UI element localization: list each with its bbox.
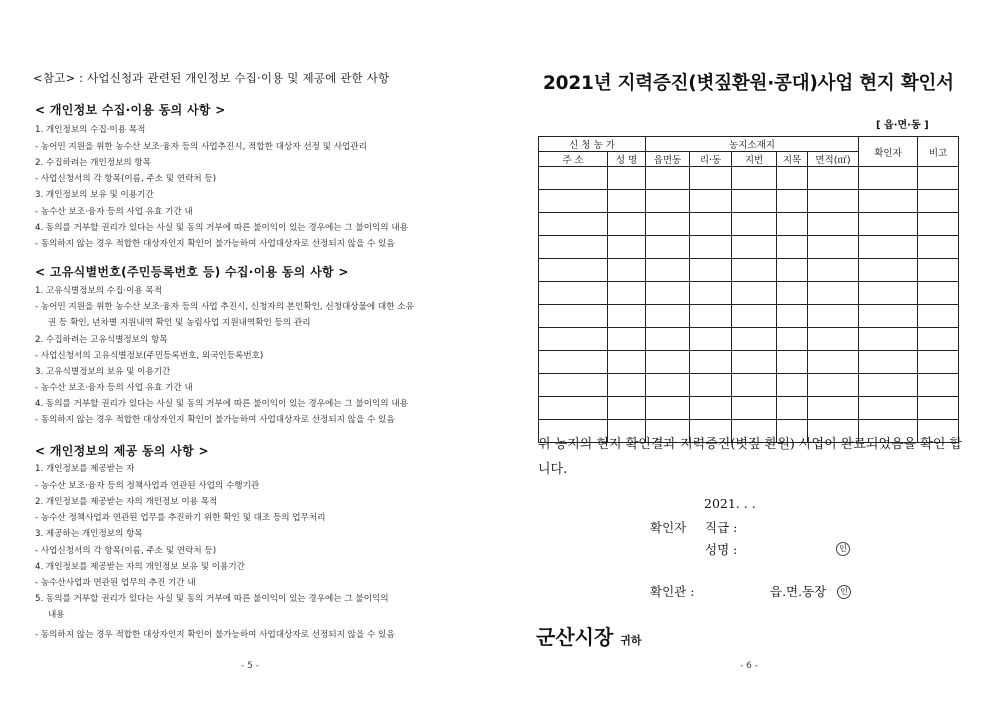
recipient-name: 군산시장 xyxy=(536,625,614,649)
table-cell[interactable] xyxy=(859,236,918,259)
table-cell[interactable] xyxy=(690,236,732,259)
official-seal xyxy=(837,582,851,599)
table-cell[interactable] xyxy=(646,351,690,374)
table-cell[interactable] xyxy=(777,213,808,236)
list-item: - 농수산사업과 연관된 업무의 추진 기간 내 xyxy=(35,578,196,588)
table-cell[interactable] xyxy=(859,328,918,351)
position-label: 직급 : xyxy=(705,520,738,535)
table-cell[interactable] xyxy=(732,328,777,351)
table-cell[interactable] xyxy=(918,236,959,259)
table-cell[interactable] xyxy=(646,236,690,259)
table-cell[interactable] xyxy=(608,351,646,374)
header-remarks: 비고 xyxy=(918,137,959,167)
list-item: - 동의하지 않는 경우 적합한 대상자인지 확인이 불가능하여 사업대상자로 선정되지 않을 수 있음 xyxy=(35,415,395,425)
table-cell[interactable] xyxy=(777,374,808,397)
table-cell[interactable] xyxy=(808,259,859,282)
page-title: 2021년 지력증진(볏짚환원·콩대)사업 현지 확인서 xyxy=(543,73,954,94)
recipient xyxy=(536,621,642,650)
table-cell[interactable] xyxy=(608,374,646,397)
inspection-table xyxy=(538,136,959,443)
table-cell[interactable] xyxy=(690,190,732,213)
table-row xyxy=(539,167,959,190)
list-item: 2. 수집하려는 고유식별정보의 항목 xyxy=(35,335,168,345)
table-cell[interactable] xyxy=(608,213,646,236)
table-cell[interactable] xyxy=(918,190,959,213)
table-row xyxy=(539,351,959,374)
header-applicant: 신 청 농 가 xyxy=(539,137,646,152)
official-value: 읍.면.동장 xyxy=(770,584,827,599)
table-cell[interactable] xyxy=(808,282,859,305)
table-cell[interactable] xyxy=(859,259,918,282)
table-cell[interactable] xyxy=(646,213,690,236)
table-cell[interactable] xyxy=(777,167,808,190)
table-cell[interactable] xyxy=(539,282,608,305)
table-cell[interactable] xyxy=(918,282,959,305)
list-item: 3. 고유식별정보의 보유 및 이용기간 xyxy=(35,367,171,377)
region-label: [ 읍·면·동 ] xyxy=(876,120,929,131)
list-item: 4. 개인정보를 제공받는 자의 개인정보 보유 및 이용기간 xyxy=(35,562,245,572)
table-cell[interactable] xyxy=(808,190,859,213)
table-cell[interactable] xyxy=(732,305,777,328)
list-item: - 사업신청서의 각 항목(이름, 주소 및 연락처 등) xyxy=(35,546,217,556)
list-item: - 동의하지 않는 경우 적합한 대상자인지 확인이 불가능하여 사업대상자로 선정되지 않을 수 있음 xyxy=(35,239,395,249)
table-cell[interactable] xyxy=(690,167,732,190)
list-item: 1. 고유식별정보의 수집·이용 목적 xyxy=(35,286,163,296)
seal-icon: 인 xyxy=(836,542,850,556)
table-cell[interactable] xyxy=(608,282,646,305)
table-cell[interactable] xyxy=(690,282,732,305)
table-cell[interactable] xyxy=(859,305,918,328)
table-cell[interactable] xyxy=(732,236,777,259)
table-cell[interactable] xyxy=(690,374,732,397)
table-cell[interactable] xyxy=(732,259,777,282)
list-item: 3. 제공하는 개인정보의 항목 xyxy=(35,529,143,539)
table-cell[interactable] xyxy=(539,213,608,236)
table-cell[interactable] xyxy=(646,282,690,305)
table-cell[interactable] xyxy=(646,167,690,190)
list-item: 3. 개인정보의 보유 및 이용기간 xyxy=(35,190,154,200)
table-cell[interactable] xyxy=(918,328,959,351)
list-item: 5. 동의를 거부할 권리가 있다는 사실 및 동의 거부에 따른 불이익이 있는 경우에는 그 불이익의 xyxy=(35,594,389,604)
seal-icon: 인 xyxy=(837,585,851,599)
page-number: - 5 - xyxy=(241,661,259,671)
table-cell[interactable] xyxy=(646,397,690,420)
table-row xyxy=(539,282,959,305)
table-row xyxy=(539,213,959,236)
table-cell[interactable] xyxy=(608,167,646,190)
official-label: 확인관 : xyxy=(650,584,695,599)
list-item: - 농수산 보조·융자 등의 정책사업과 연관된 사업의 수행기관 xyxy=(35,481,260,491)
table-cell[interactable] xyxy=(608,397,646,420)
right-page xyxy=(500,0,1000,707)
table-cell[interactable] xyxy=(646,328,690,351)
list-item: - 동의하지 않는 경우 적합한 대상자인지 확인이 불가능하여 사업대상자로 선정되지 않을 수 있음 xyxy=(35,630,395,640)
table-cell[interactable] xyxy=(918,374,959,397)
list-item: 권 등 확인, 년차별 지원내역 확인 및 농림사업 지원내역확인 등의 관리 xyxy=(48,318,311,328)
header-lot-number: 지번 xyxy=(732,152,777,167)
table-cell[interactable] xyxy=(732,167,777,190)
table-cell[interactable] xyxy=(777,328,808,351)
table-row xyxy=(539,259,959,282)
table-cell[interactable] xyxy=(918,397,959,420)
list-item: - 농수산 보조·융자 등의 사업 유효 기간 내 xyxy=(35,207,193,217)
table-cell[interactable] xyxy=(690,213,732,236)
table-cell[interactable] xyxy=(859,397,918,420)
list-item: - 농수산 정책사업과 연관된 업무를 추진하기 위한 확인 및 대조 등의 업무처리 xyxy=(35,513,326,523)
table-cell[interactable] xyxy=(539,397,608,420)
seal-mark xyxy=(836,539,850,556)
table-cell[interactable] xyxy=(539,236,608,259)
table-cell[interactable] xyxy=(777,259,808,282)
table-cell[interactable] xyxy=(732,190,777,213)
table-cell[interactable] xyxy=(690,259,732,282)
header-town: 읍면동 xyxy=(646,152,690,167)
header-confirmer: 확인자 xyxy=(859,137,918,167)
list-item: 4. 동의를 거부할 권리가 있다는 사실 및 동의 거부에 따른 불이익이 있는 경우에는 그 불이익의 내용 xyxy=(35,223,408,233)
section-heading-unique-id: < 고유식별번호(주민등록번호 등) 수집·이용 동의 사항 > xyxy=(35,265,349,279)
date-line: 2021. . . xyxy=(704,496,756,511)
table-cell[interactable] xyxy=(777,351,808,374)
table-cell[interactable] xyxy=(608,305,646,328)
recipient-suffix: 귀하 xyxy=(620,634,642,647)
table-cell[interactable] xyxy=(608,259,646,282)
table-row xyxy=(539,190,959,213)
list-item: - 농어민 지원을 위한 농수산 보조·융자 등의 사업 추진시, 신청자의 본인확인, 신청대상물에 대한 소유 xyxy=(35,302,414,312)
page-number: - 6 - xyxy=(740,661,758,671)
table-cell[interactable] xyxy=(918,213,959,236)
table-cell[interactable] xyxy=(808,236,859,259)
list-item: 1. 개인정보를 제공받는 자 xyxy=(35,464,135,474)
list-item: 2. 개인정보를 제공받는 자의 개인정보 이용 목적 xyxy=(35,497,218,507)
list-item: - 농어민 지원을 위한 농수산 보조·융자 등의 사업추진시, 적합한 대상자 선정 및 사업관리 xyxy=(35,142,367,152)
table-cell[interactable] xyxy=(732,213,777,236)
table-cell[interactable] xyxy=(646,190,690,213)
table-row xyxy=(539,328,959,351)
table-cell[interactable] xyxy=(690,328,732,351)
table-row xyxy=(539,374,959,397)
note-heading: <참고> : 사업신청과 관련된 개인정보 수집·이용 및 제공에 관한 사항 xyxy=(33,71,390,85)
table-cell[interactable] xyxy=(918,259,959,282)
table-cell[interactable] xyxy=(646,305,690,328)
table-cell[interactable] xyxy=(808,213,859,236)
header-area: 면적(㎡) xyxy=(808,152,859,167)
table-cell[interactable] xyxy=(732,351,777,374)
header-land-category: 지목 xyxy=(777,152,808,167)
table-cell[interactable] xyxy=(608,236,646,259)
table-cell[interactable] xyxy=(539,374,608,397)
table-cell[interactable] xyxy=(646,259,690,282)
table-cell[interactable] xyxy=(732,282,777,305)
table-cell[interactable] xyxy=(808,351,859,374)
table-cell[interactable] xyxy=(859,374,918,397)
list-item: 내용 xyxy=(48,610,65,620)
table-cell[interactable] xyxy=(539,328,608,351)
table-cell[interactable] xyxy=(690,351,732,374)
table-cell[interactable] xyxy=(808,167,859,190)
table-cell[interactable] xyxy=(808,328,859,351)
table-cell[interactable] xyxy=(646,374,690,397)
table-cell[interactable] xyxy=(918,351,959,374)
table-row xyxy=(539,305,959,328)
table-row xyxy=(539,236,959,259)
table-cell[interactable] xyxy=(859,282,918,305)
list-item: - 사업신청서의 고유식별정보(주민등록번호, 외국인등록번호) xyxy=(35,351,264,361)
table-cell[interactable] xyxy=(918,305,959,328)
table-cell[interactable] xyxy=(777,236,808,259)
table-cell[interactable] xyxy=(918,167,959,190)
table-cell[interactable] xyxy=(690,397,732,420)
confirmation-statement: 위 농지의 현지 확인결과 지력증진(볏짚 환원) 사업이 완료되었음을 확인 합니다. xyxy=(538,437,963,477)
list-item: - 사업신청서의 각 항목(이름, 주소 및 연락처 등) xyxy=(35,174,217,184)
header-name: 성 명 xyxy=(608,152,646,167)
header-village: 리·동 xyxy=(690,152,732,167)
section-heading-consent: < 개인정보 수집·이용 동의 사항 > xyxy=(35,103,226,117)
table-cell[interactable] xyxy=(608,328,646,351)
table-cell[interactable] xyxy=(777,190,808,213)
list-item: 4. 동의를 거부할 권리가 있다는 사실 및 동의 거부에 따른 불이익이 있는 경우에는 그 불이익의 내용 xyxy=(35,399,408,409)
table-row xyxy=(539,397,959,420)
table-cell[interactable] xyxy=(808,397,859,420)
table-cell[interactable] xyxy=(808,374,859,397)
table-cell[interactable] xyxy=(690,305,732,328)
header-address: 주 소 xyxy=(539,152,608,167)
table-cell[interactable] xyxy=(777,397,808,420)
table-cell[interactable] xyxy=(608,190,646,213)
table-cell[interactable] xyxy=(732,397,777,420)
table-cell[interactable] xyxy=(859,213,918,236)
table-cell[interactable] xyxy=(539,351,608,374)
list-item: 2. 수집하려는 개인정보의 항목 xyxy=(35,158,152,168)
section-heading-provision: < 개인정보의 제공 동의 사항 > xyxy=(35,444,209,458)
table-cell[interactable] xyxy=(859,167,918,190)
table-cell[interactable] xyxy=(808,305,859,328)
table-cell[interactable] xyxy=(859,190,918,213)
header-land-location: 농지소재지 xyxy=(646,137,859,152)
name-label: 성명 : xyxy=(705,542,738,557)
table-cell[interactable] xyxy=(539,259,608,282)
table-cell[interactable] xyxy=(859,351,918,374)
list-item: - 농수산 보조·융자 등의 사업 유효 기간 내 xyxy=(35,383,193,393)
table-cell[interactable] xyxy=(539,167,608,190)
list-item: 1. 개인정보의 수집·이용 목적 xyxy=(35,125,146,135)
table-cell[interactable] xyxy=(777,282,808,305)
table-cell[interactable] xyxy=(732,374,777,397)
table-cell[interactable] xyxy=(539,305,608,328)
table-cell[interactable] xyxy=(539,190,608,213)
table-cell[interactable] xyxy=(777,305,808,328)
confirmer-label: 확인자 xyxy=(650,520,687,535)
